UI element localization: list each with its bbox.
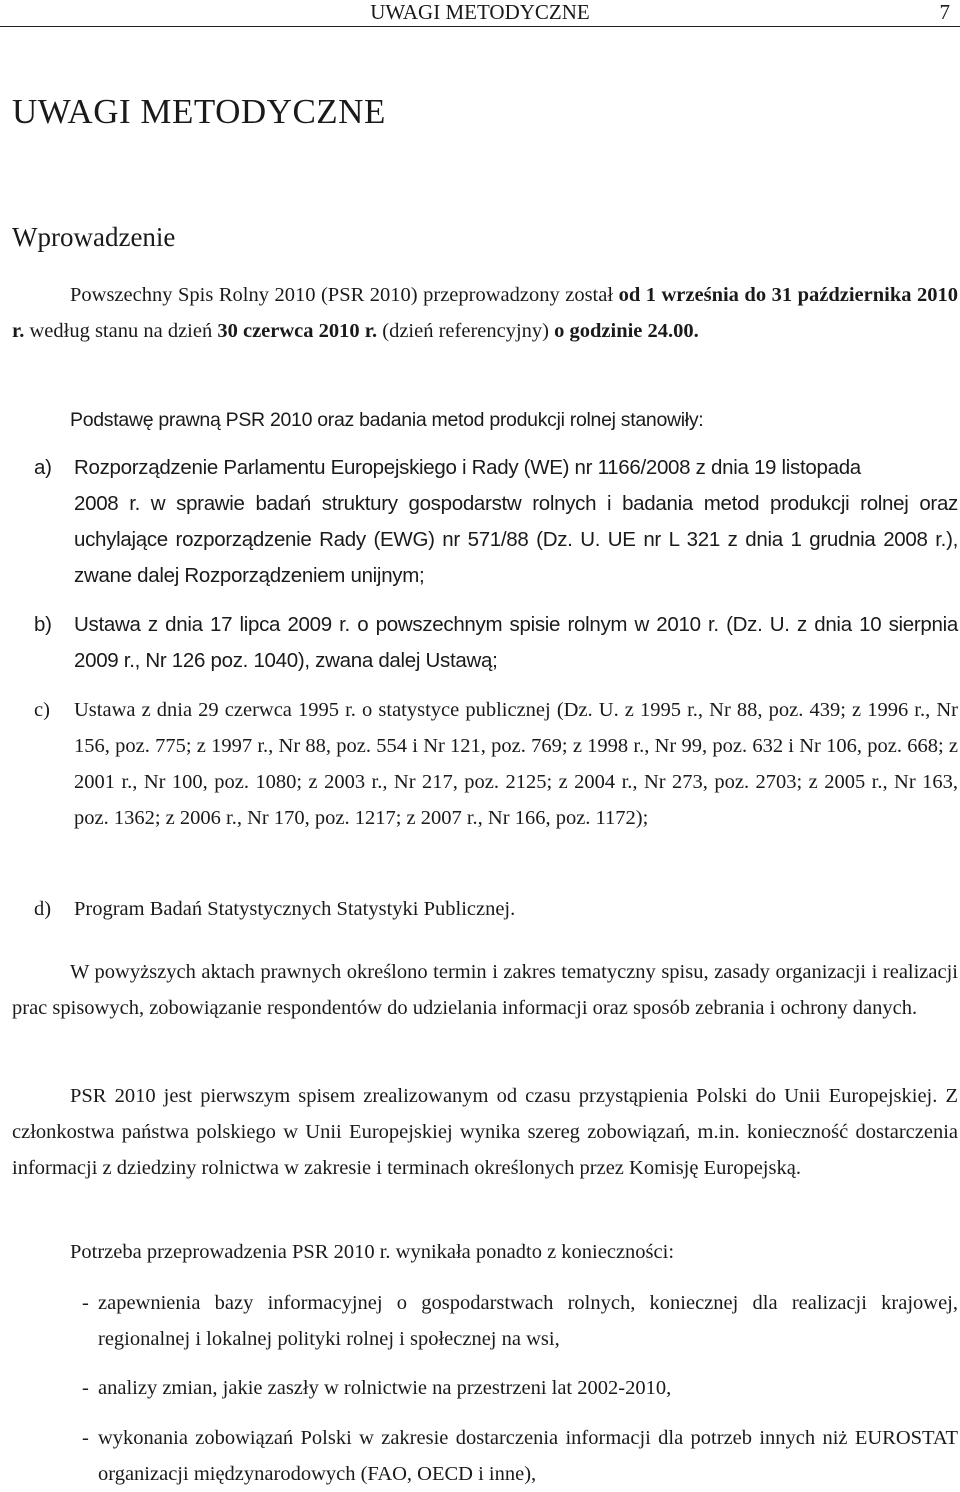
- legal-item-text-line1: Rozporządzenie Parlamentu Europejskiego i Rady (WE) nr 1166/2008 z dnia 19 listopada: [74, 456, 861, 479]
- intro-bold-hour: o godzinie 24.00.: [554, 320, 699, 342]
- list-marker: -: [82, 1427, 89, 1449]
- scope-paragraph: W powyższych aktach prawnych określono termin i zakres tematyczny spisu, zasady organizacji i realizacji prac spisowych, zobowiązanie respondentów do udzielania informacji oraz sposób zebrania i ochrony danych.: [12, 961, 958, 1019]
- list-marker: c): [34, 699, 50, 721]
- list-marker: d): [34, 898, 52, 920]
- running-header-title: UWAGI METODYCZNE: [370, 0, 590, 24]
- intro-text-1: Powszechny Spis Rolny 2010 (PSR 2010) przeprowadzony został: [70, 284, 619, 306]
- need-item-text: zapewnienia bazy informacyjnej o gospodarstwach rolnych, koniecznej dla realizacji krajowej, regionalnej i lokalnej polityki rolnej i społecznej na wsi,: [98, 1292, 958, 1350]
- legal-basis-intro: Podstawę prawną PSR 2010 oraz badania metod produkcji rolnej stanowiły:: [70, 409, 704, 431]
- first-census-paragraph: PSR 2010 jest pierwszym spisem zrealizowanym od czasu przystąpienia Polski do Unii Europejskiej. Z członkostwa państwa polskiego w Unii Europejskiej wynika szereg zobowiązań, m.in. konieczność dostarczenia informacji z dziedziny rolnictwa w zakresie i terminach określonych przez Komisję Europejską.: [12, 1085, 958, 1179]
- list-marker: b): [34, 613, 52, 636]
- need-intro: Potrzeba przeprowadzenia PSR 2010 r. wynikała ponadto z konieczności:: [70, 1241, 675, 1263]
- page-heading: UWAGI METODYCZNE: [12, 92, 386, 131]
- legal-item-text: [74, 450, 958, 594]
- page-number: 7: [939, 0, 950, 24]
- intro-text-2: według stanu na dzień: [24, 320, 218, 342]
- list-marker: a): [34, 456, 52, 479]
- section-title: Wprowadzenie: [12, 222, 176, 252]
- legal-item-text: Ustawa z dnia 17 lipca 2009 r. o powszechnym spisie rolnym w 2010 r. (Dz. U. z dnia 10 sierpnia 2009 r., Nr 126 poz. 1040), zwana dalej Ustawą;: [74, 613, 958, 672]
- list-marker: -: [82, 1292, 89, 1314]
- intro-bold-period: od 1 września do 31 października 2010 r.: [12, 284, 958, 342]
- legal-item-text-rest: 2008 r. w sprawie badań struktury gospodarstw rolnych i badania metod produkcji rolnej oraz uchylające rozporządzenie Rady (EWG) nr 571/88 (Dz. U. UE nr L 321 z dnia 1 grudnia 2008 r.), zwane dalej Rozporządzeniem unijnym;: [74, 492, 958, 587]
- need-item-text: wykonania zobowiązań Polski w zakresie dostarczenia informacji dla potrzeb innych niż EUROSTAT organizacji międzynarodowych (FAO, OECD i inne),: [98, 1427, 958, 1485]
- intro-paragraph: [12, 277, 958, 349]
- intro-text-3: (dzień referencyjny): [377, 320, 555, 342]
- intro-bold-reference-date: 30 czerwca 2010 r.: [217, 320, 378, 342]
- need-item-text: analizy zmian, jakie zaszły w rolnictwie na przestrzeni lat 2002-2010,: [98, 1377, 672, 1399]
- legal-item-text: Ustawa z dnia 29 czerwca 1995 r. o statystyce publicznej (Dz. U. z 1995 r., Nr 88, poz. 439; z 1996 r., Nr 156, poz. 775; z 1997 r., Nr 88, poz. 554 i Nr 121, poz. 769; z 1998 r., Nr 99, poz. 632 i Nr 106, poz. 668; z 2001 r., Nr 100, poz. 1080; z 2003 r., Nr 217, poz. 2125; z 2004 r., Nr 273, poz. 2703; z 2005 r., Nr 163, poz. 1362; z 2006 r., Nr 170, poz. 1217; z 2007 r., Nr 166, poz. 1172);: [74, 699, 958, 829]
- legal-item-text: Program Badań Statystycznych Statystyki Publicznej.: [74, 898, 516, 920]
- running-header: [0, 0, 960, 27]
- list-marker: -: [82, 1377, 89, 1399]
